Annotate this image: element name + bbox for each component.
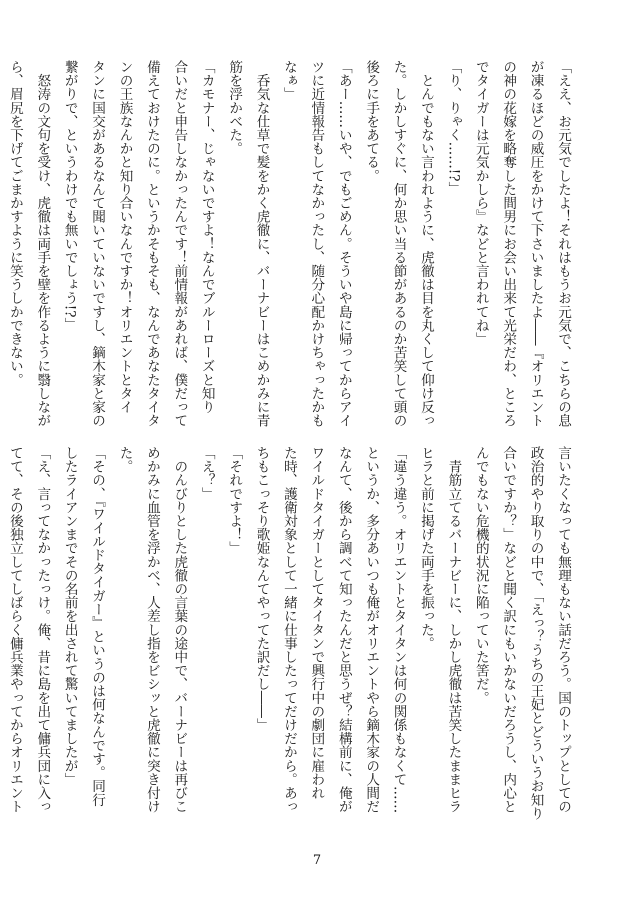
text-column: したライアンまでその名前を出されて驚いてましたが」	[61, 446, 78, 786]
text-column: 「り、りゃく……!?」	[445, 60, 462, 196]
text-column: が凍るほどの威圧をかけて下さいましたよ――『オリエント	[527, 60, 544, 428]
text-column: ら、眉尻を下げてごまかすように笑うしかできない。	[6, 60, 23, 387]
text-column: 「あー……いや、でもごめん。そういや島に帰ってからアイ	[335, 60, 352, 428]
text-column: 「違う違う。オリエントとタイタンは何の関係もなくて……	[390, 446, 407, 814]
text-column: なんて、後から調べて知ったんだと思うぜ？結構前に、俺が	[335, 446, 352, 814]
text-block-upper	[6, 60, 576, 430]
text-column: 繋がりで、というわけでも無いでしょう!?」	[61, 60, 78, 332]
text-column: んでもない危機的状況に陥っていた筈だ。	[472, 446, 489, 705]
text-column: めかみに血管を浮かべ、人差し指をビシッと虎徹に突き付け	[143, 446, 160, 814]
text-column: てて、その後独立してしばらく傭兵業やってからオリエント	[6, 446, 23, 814]
text-column: 合いですか？」などと聞く訳にもいかないだろうし、内心と	[500, 446, 517, 814]
text-column: 怒涛の文句を受け、虎徹は両手を壁を作るように翳しなが	[34, 60, 51, 428]
text-column: ンの王族なんかと知り合いなんですか！オリエントとタイ	[116, 60, 133, 414]
text-column: でタイガーは元気かしら』などと言われてね」	[472, 60, 489, 346]
text-column: とんでもない言われように、虎徹は目を丸くして仰け反っ	[417, 60, 434, 428]
text-column: 言いたくなっても無理もない話だろう。国のトップとしての	[555, 446, 571, 814]
text-column: 後ろに手をあてる。	[363, 60, 380, 183]
text-column: 「それですよ！」	[226, 446, 243, 555]
text-column: 青筋立てるバーナビーに、しかし虎徹は苦笑したままヒラ	[445, 446, 462, 814]
text-column: 筋を浮かべた。	[226, 60, 243, 156]
text-column: 「え、言ってなかったっけ。俺、昔に島を出て傭兵団に入っ	[34, 446, 51, 814]
text-column: 「カモナー、じゃないですよ！なんでブルーローズと知り	[198, 60, 215, 414]
text-column: 「その、『ワイルドタイガー』というのは何なんです。同行	[89, 446, 106, 807]
text-column: 「え？」	[198, 446, 215, 501]
text-column: タンに国交があるなんて聞いていないですし、鏑木家と家の	[89, 60, 106, 428]
text-column: た時、護衛対象として一緒に仕事したってだけだから。あっ	[280, 446, 297, 814]
text-column: 備えておけたのに。というかそもそも、なんであなたタイタ	[143, 60, 160, 428]
text-column: 合いだと申告しなかったんです！前情報があれば、僕だって	[171, 60, 188, 428]
text-column: ちもこっそり歌姫なんてやってた訳だし――」	[253, 446, 270, 732]
text-column: の神の花嫁を略奪した間男にお会い出来て光栄だわ、ところ	[500, 60, 517, 428]
page-number: 7	[312, 853, 322, 868]
text-block-lower	[6, 446, 576, 820]
text-column: 政治的やり取りの中で、「えっ？うちの王妃とどういうお知り	[527, 446, 544, 820]
text-column: なぁ」	[280, 60, 297, 101]
text-column: ヒラと前に掲げた両手を振った。	[417, 446, 434, 650]
text-column: 呑気な仕草で髪をかく虎徹に、バーナビーはこめかみに青	[253, 60, 270, 428]
text-column: ワイルドタイガーとしてタイタンで興行中の劇団に雇われ	[308, 446, 325, 800]
text-column: ツに近情報告もしてなかったし、随分心配かけちゃったかも	[308, 60, 325, 428]
text-column: た。	[116, 446, 133, 474]
text-column: のんびりとした虎徹の言葉の途中で、バーナビーは再びこ	[171, 446, 188, 814]
text-column: た。しかしすぐに、何か思い当る節があるのか苦笑して頭の	[390, 60, 407, 428]
text-column: 「ええ、お元気でしたよ！それはもうお元気で、こちらの息	[555, 60, 571, 428]
text-column: というか、多分あいつも俺がオリエントやら鏑木家の人間だ	[363, 446, 380, 814]
